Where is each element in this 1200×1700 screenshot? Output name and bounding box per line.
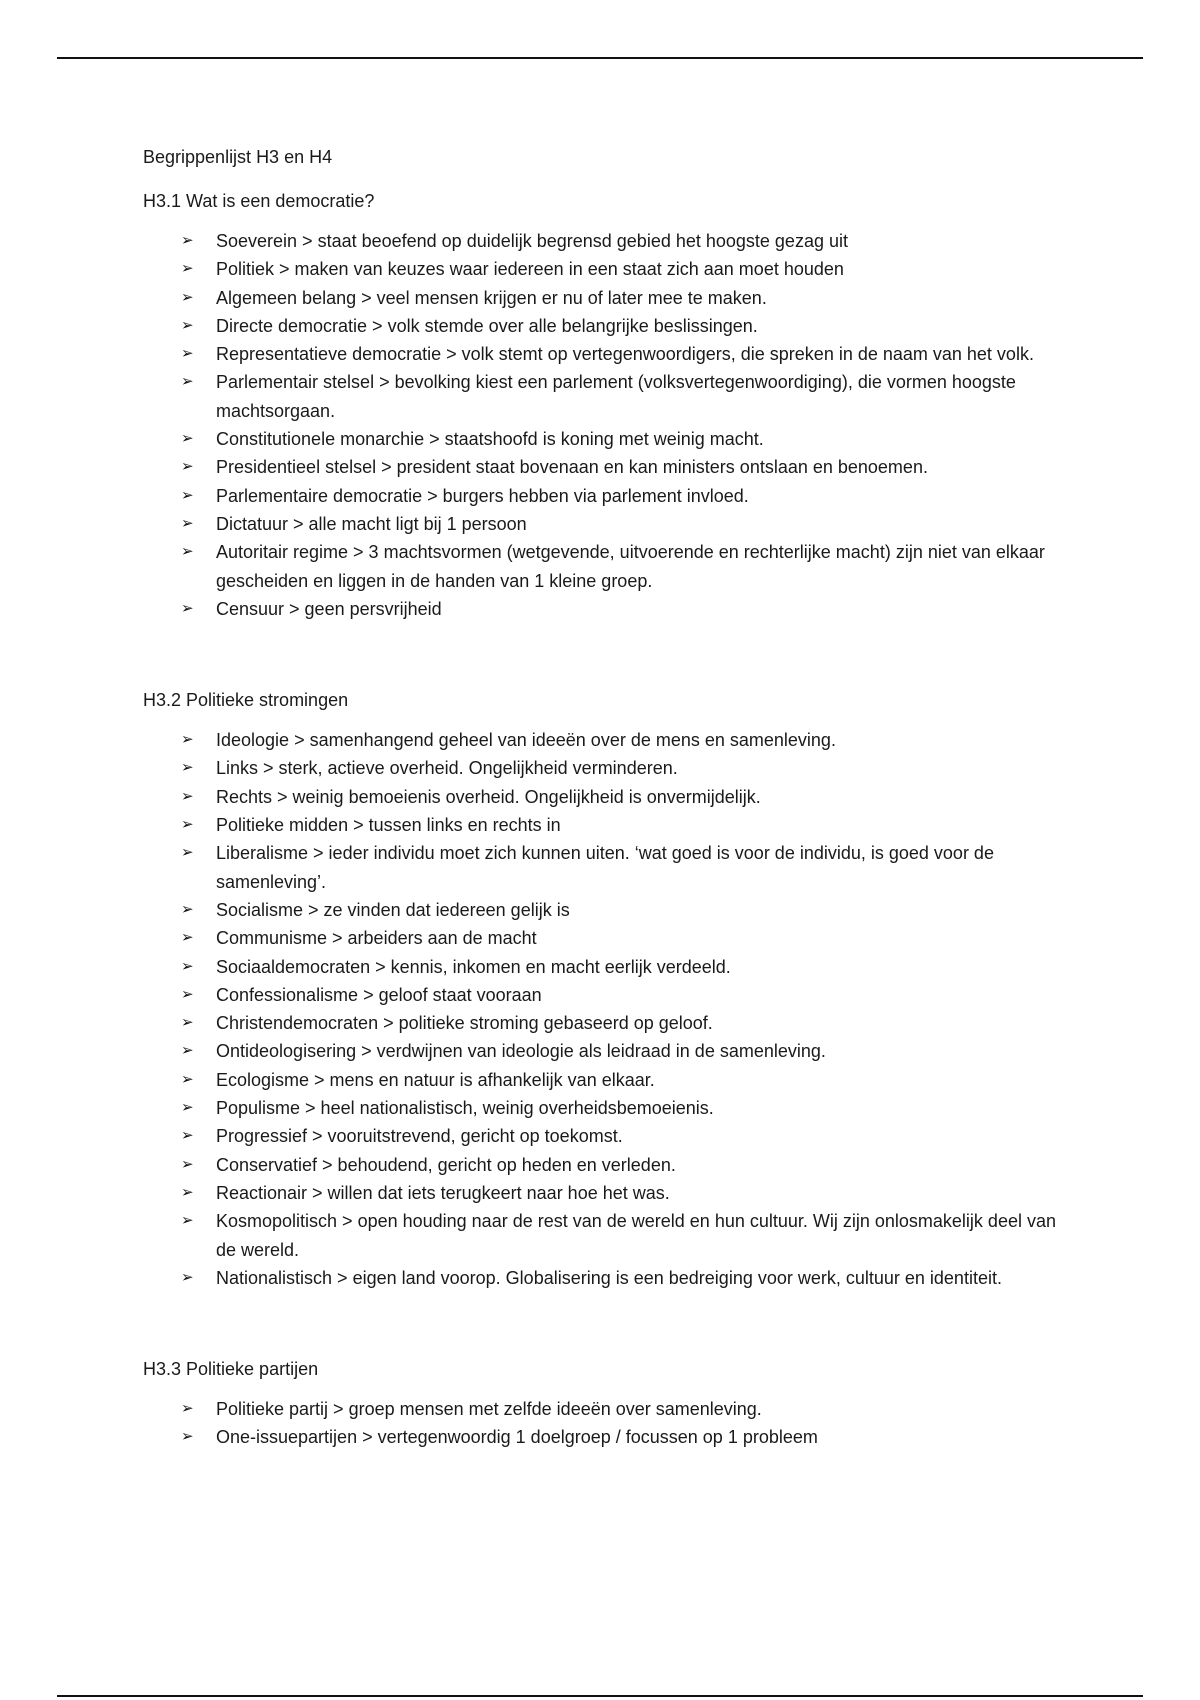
section-heading: H3.3 Politieke partijen xyxy=(143,1359,319,1380)
term-text: Populisme > heel nationalistisch, weinig overheidsbemoeienis. xyxy=(216,1098,714,1119)
arrowhead-bullet-icon: ➢ xyxy=(181,1428,194,1446)
term-item xyxy=(143,754,1063,782)
term-text: Politieke midden > tussen links en rechts in xyxy=(216,815,561,836)
arrowhead-bullet-icon: ➢ xyxy=(181,599,194,617)
arrowhead-bullet-icon: ➢ xyxy=(181,900,194,918)
arrowhead-bullet-icon: ➢ xyxy=(181,957,194,975)
term-item xyxy=(143,425,1063,453)
document-title: Begrippenlijst H3 en H4 xyxy=(143,147,333,167)
section-heading: H3.1 Wat is een democratie? xyxy=(143,191,375,211)
term-text: Presidentieel stelsel > president staat bovenaan en kan ministers ontslaan en benoemen. xyxy=(216,457,928,478)
term-item xyxy=(143,1264,1063,1292)
arrowhead-bullet-icon: ➢ xyxy=(181,430,194,448)
term-item xyxy=(143,1066,1063,1094)
arrowhead-bullet-icon: ➢ xyxy=(181,816,194,834)
arrowhead-bullet-icon: ➢ xyxy=(181,514,194,532)
term-item xyxy=(143,255,1063,283)
term-item xyxy=(143,839,1063,896)
arrowhead-bullet-icon: ➢ xyxy=(181,844,194,862)
arrowhead-bullet-icon: ➢ xyxy=(181,345,194,363)
arrowhead-bullet-icon: ➢ xyxy=(181,1400,194,1418)
term-item xyxy=(143,340,1063,368)
term-item xyxy=(143,538,1063,595)
arrowhead-bullet-icon: ➢ xyxy=(181,985,194,1003)
term-item xyxy=(143,227,1063,255)
term-text: Algemeen belang > veel mensen krijgen er nu of later mee te maken. xyxy=(216,287,767,308)
term-item xyxy=(143,1122,1063,1150)
term-item xyxy=(143,1207,1063,1264)
term-item xyxy=(143,953,1063,981)
term-text: Dictatuur > alle macht ligt bij 1 persoon xyxy=(216,513,527,534)
arrowhead-bullet-icon: ➢ xyxy=(181,787,194,805)
term-item xyxy=(143,811,1063,839)
term-text: Ecologisme > mens en natuur is afhankelijk van elkaar. xyxy=(216,1069,655,1090)
term-item xyxy=(143,368,1063,425)
arrowhead-bullet-icon: ➢ xyxy=(181,1212,194,1230)
term-list xyxy=(143,1395,1063,1452)
term-text: Politieke partij > groep mensen met zelfde ideeën over samenleving. xyxy=(216,1399,762,1420)
term-item xyxy=(143,595,1063,623)
term-text: Soeverein > staat beoefend op duidelijk begrensd gebied het hoogste gezag uit xyxy=(216,231,848,251)
arrowhead-bullet-icon: ➢ xyxy=(181,1014,194,1032)
term-item xyxy=(143,312,1063,340)
term-text: Rechts > weinig bemoeienis overheid. Ongelijkheid is onvermijdelijk. xyxy=(216,786,761,807)
arrowhead-bullet-icon: ➢ xyxy=(181,373,194,391)
term-item xyxy=(143,510,1063,538)
term-text: Liberalisme > ieder individu moet zich kunnen uiten. ‘wat goed is voor de individu, is goed voor de samenleving’. xyxy=(216,843,994,892)
arrowhead-bullet-icon: ➢ xyxy=(181,232,194,249)
section-democratie xyxy=(143,187,1063,623)
arrowhead-bullet-icon: ➢ xyxy=(181,929,194,947)
arrowhead-bullet-icon: ➢ xyxy=(181,1070,194,1088)
arrowhead-bullet-icon: ➢ xyxy=(181,731,194,749)
term-text: Directe democratie > volk stemde over alle belangrijke beslissingen. xyxy=(216,315,758,336)
arrowhead-bullet-icon: ➢ xyxy=(181,543,194,561)
term-item xyxy=(143,1395,1063,1423)
term-item xyxy=(143,981,1063,1009)
section-politieke-stromingen xyxy=(143,686,1063,1292)
arrowhead-bullet-icon: ➢ xyxy=(181,1099,194,1117)
term-item xyxy=(143,1151,1063,1179)
arrowhead-bullet-icon: ➢ xyxy=(181,1127,194,1145)
arrowhead-bullet-icon: ➢ xyxy=(181,486,194,504)
term-text: Kosmopolitisch > open houding naar de rest van de wereld en hun cultuur. Wij zijn onlosmakelijk deel van de wereld. xyxy=(216,1211,1056,1260)
term-text: Representatieve democratie > volk stemt op vertegenwoordigers, die spreken in de naam van het volk. xyxy=(216,344,1034,365)
section-politieke-partijen xyxy=(143,1355,1063,1452)
term-text: Links > sterk, actieve overheid. Ongelijkheid verminderen. xyxy=(216,758,678,779)
term-item xyxy=(143,1037,1063,1065)
arrowhead-bullet-icon: ➢ xyxy=(181,260,194,278)
term-text: One-issuepartijen > vertegenwoordig 1 doelgroep / focussen op 1 probleem xyxy=(216,1427,818,1448)
document-body xyxy=(143,143,1063,1452)
term-text: Christendemocraten > politieke stroming gebaseerd op geloof. xyxy=(216,1013,713,1034)
term-text: Socialisme > ze vinden dat iedereen gelijk is xyxy=(216,899,570,920)
arrowhead-bullet-icon: ➢ xyxy=(181,1268,194,1286)
term-item xyxy=(143,1009,1063,1037)
term-text: Autoritair regime > 3 machtsvormen (wetgevende, uitvoerende en rechterlijke macht) zijn niet van elkaar gescheiden en liggen in de handen van 1 kleine groep. xyxy=(216,542,1045,591)
term-item xyxy=(143,896,1063,924)
term-list xyxy=(143,227,1063,623)
arrowhead-bullet-icon: ➢ xyxy=(181,1183,194,1201)
arrowhead-bullet-icon: ➢ xyxy=(181,759,194,777)
term-item xyxy=(143,482,1063,510)
top-rule xyxy=(57,57,1143,59)
term-text: Constitutionele monarchie > staatshoofd is koning met weinig macht. xyxy=(216,429,764,450)
term-text: Parlementair stelsel > bevolking kiest een parlement (volksvertegenwoordiging), die vormen hoogste machtsorgaan. xyxy=(216,372,1016,421)
term-text: Parlementaire democratie > burgers hebben via parlement invloed. xyxy=(216,485,749,506)
term-item xyxy=(143,924,1063,952)
term-item xyxy=(143,726,1063,754)
section-heading: H3.2 Politieke stromingen xyxy=(143,690,349,711)
term-text: Progressief > vooruitstrevend, gericht op toekomst. xyxy=(216,1126,623,1147)
bottom-rule xyxy=(57,1695,1143,1697)
term-text: Censuur > geen persvrijheid xyxy=(216,598,442,619)
term-text: Ontideologisering > verdwijnen van ideologie als leidraad in de samenleving. xyxy=(216,1041,826,1062)
term-text: Sociaaldemocraten > kennis, inkomen en macht eerlijk verdeeld. xyxy=(216,956,731,977)
arrowhead-bullet-icon: ➢ xyxy=(181,458,194,476)
arrowhead-bullet-icon: ➢ xyxy=(181,316,194,334)
term-item xyxy=(143,453,1063,481)
term-text: Confessionalisme > geloof staat vooraan xyxy=(216,984,542,1005)
term-list xyxy=(143,726,1063,1292)
term-item xyxy=(143,1423,1063,1451)
term-text: Conservatief > behoudend, gericht op heden en verleden. xyxy=(216,1154,676,1175)
term-item xyxy=(143,284,1063,312)
term-text: Nationalistisch > eigen land voorop. Globalisering is een bedreiging voor werk, cultuur en identiteit. xyxy=(216,1267,1002,1288)
term-text: Ideologie > samenhangend geheel van ideeën over de mens en samenleving. xyxy=(216,730,836,751)
arrowhead-bullet-icon: ➢ xyxy=(181,288,194,306)
arrowhead-bullet-icon: ➢ xyxy=(181,1155,194,1173)
term-text: Politiek > maken van keuzes waar iedereen in een staat zich aan moet houden xyxy=(216,259,844,280)
term-text: Reactionair > willen dat iets terugkeert naar hoe het was. xyxy=(216,1182,670,1203)
term-item xyxy=(143,1179,1063,1207)
term-text: Communisme > arbeiders aan de macht xyxy=(216,928,537,949)
term-item xyxy=(143,1094,1063,1122)
arrowhead-bullet-icon: ➢ xyxy=(181,1042,194,1060)
term-item xyxy=(143,783,1063,811)
